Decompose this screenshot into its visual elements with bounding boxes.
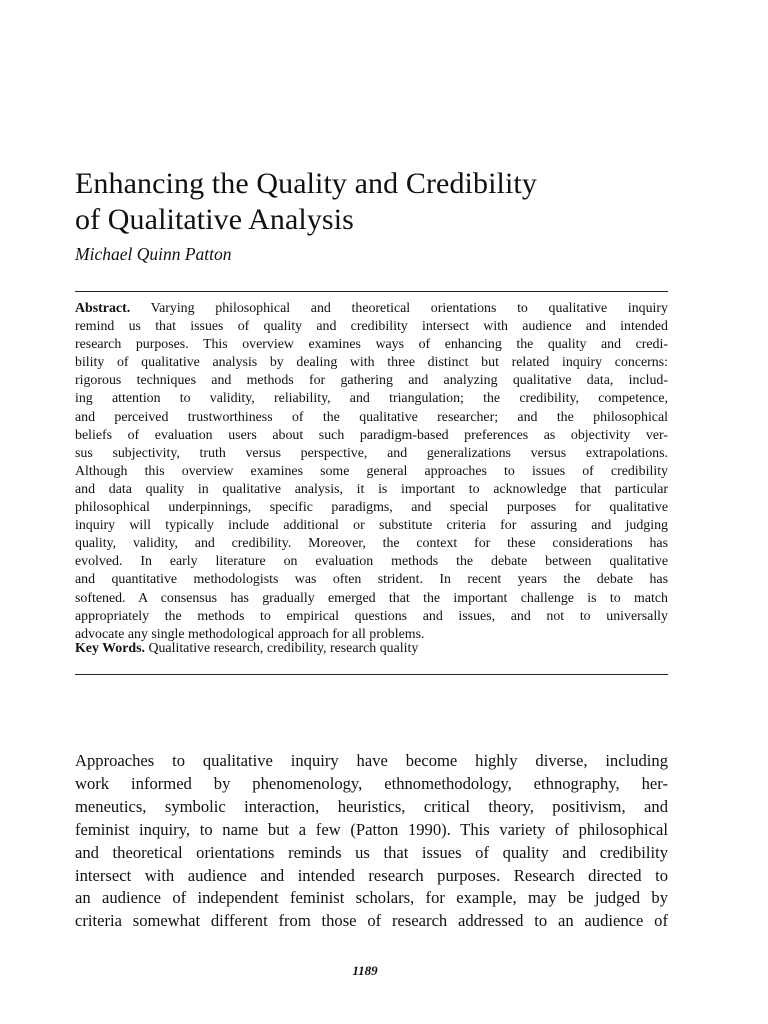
key-words-text: Qualitative research, credibility, research quality <box>144 641 419 656</box>
abstract-line: and data quality in qualitative analysis, it is important to acknowledge that particular <box>75 481 668 497</box>
title-line: of Qualitative Analysis <box>75 203 354 236</box>
abstract-line: philosophical underpinnings, specific paradigms, and special purposes for qualitative <box>75 500 668 516</box>
abstract-line: rigorous techniques and methods for gathering and analyzing qualitative data, includ- <box>75 373 668 389</box>
abstract-line: appropriately the methods to empirical questions and issues, and not to universally <box>75 608 668 624</box>
body-line: criteria somewhat different from those of research addressed to an audience of <box>75 911 668 931</box>
abstract-line: quality, validity, and credibility. Moreover, the context for these considerations has <box>75 536 668 552</box>
author-name: Michael Quinn Patton <box>75 244 232 264</box>
abstract-line: inquiry will typically include additional or substitute criteria for assuring and judging <box>75 518 668 534</box>
abstract-line: Although this overview examines some general approaches to issues of credibility <box>75 463 668 479</box>
title-line: Enhancing the Quality and Credibility <box>75 167 537 200</box>
abstract-line: research purposes. This overview examines ways of enhancing the quality and credi- <box>75 337 668 353</box>
abstract-line: evolved. In early literature on evaluation methods the debate between qualitative <box>75 554 668 570</box>
abstract-line: remind us that issues of quality and credibility intersect with audience and intended <box>75 319 668 335</box>
abstract-label: Abstract. <box>75 301 131 316</box>
abstract-line: sus subjectivity, truth versus perspective, and generalizations versus extrapolations. <box>75 445 668 461</box>
bottom-divider <box>75 674 668 675</box>
abstract-line: softened. A consensus has gradually emerged that the important challenge is to match <box>75 590 668 606</box>
body-line: Approaches to qualitative inquiry have become highly diverse, including <box>75 751 668 770</box>
page-number: 1189 <box>352 963 378 978</box>
key-words-label: Key Words. <box>75 641 145 656</box>
abstract-line <box>75 300 668 318</box>
abstract-line: ing attention to validity, reliability, and triangulation; the credibility, competence, <box>75 391 668 407</box>
key-words <box>75 640 668 658</box>
body-line: feminist inquiry, to name but a few (Patton 1990). This variety of philosophical <box>75 819 668 839</box>
abstract <box>75 300 668 644</box>
body-line: intersect with audience and intended research purposes. Research directed to <box>75 865 668 885</box>
abstract-line: and perceived trustworthiness of the qualitative researcher; and the philosophical <box>75 409 668 425</box>
body-line: meneutics, symbolic interaction, heuristics, critical theory, positivism, and <box>75 796 668 816</box>
top-divider <box>75 291 668 292</box>
abstract-line: advocate any single methodological approach for all problems. <box>75 626 425 642</box>
article-title <box>75 166 675 238</box>
body-line: work informed by phenomenology, ethnomethodology, ethnography, her- <box>75 773 668 793</box>
abstract-line: bility of qualitative analysis by dealing with three distinct but related inquiry concerns: <box>75 355 668 371</box>
abstract-line: beliefs of evaluation users about such paradigm-based preferences as objectivity ver- <box>75 427 668 443</box>
abstract-line-text: Varying philosophical and theoretical orientations to qualitative inquiry <box>130 301 668 316</box>
body-line: an audience of independent feminist scholars, for example, may be judged by <box>75 888 668 908</box>
abstract-line: and quantitative methodologists was often strident. In recent years the debate has <box>75 572 668 588</box>
body-paragraph <box>75 750 668 933</box>
body-line: and theoretical orientations reminds us that issues of quality and credibility <box>75 842 668 862</box>
